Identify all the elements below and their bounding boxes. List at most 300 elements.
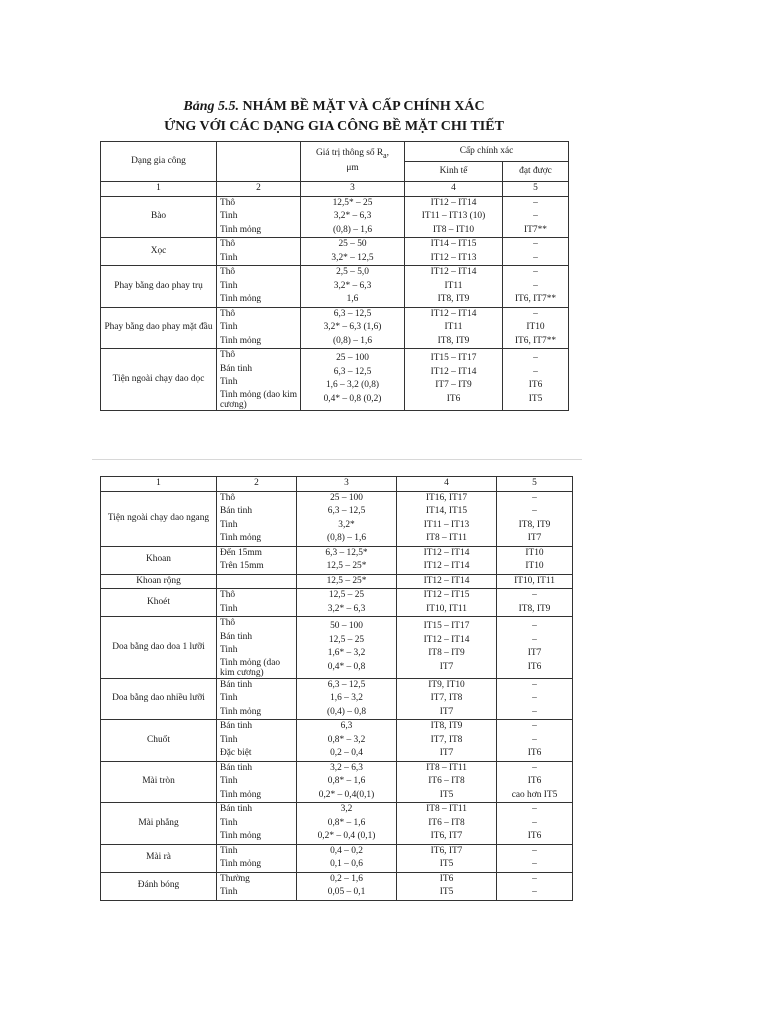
kinh-te-value: IT8 – IT11 [426,804,467,814]
ra-value: 2,5 – 5,0 [336,267,369,277]
ra-value: 3,2 [340,804,353,814]
kinh-te-cell [397,589,497,617]
dat-duoc-cell [497,574,573,589]
method-value: Tinh [220,322,238,332]
kinh-te-value: IT5 [439,789,454,800]
kinh-te-value: IT8 – IT11 [426,762,467,773]
method-value: Tinh [220,377,238,387]
roughness-table-part1 [100,141,569,411]
dat-duoc-cell [503,307,569,349]
dat-duoc-value: IT6, IT7** [514,294,557,304]
kinh-te-value: IT12 – IT14 [430,197,477,208]
kinh-te-cell [405,196,503,238]
kinh-te-value: IT9, IT10 [428,679,465,690]
dat-duoc-value: IT6, IT7** [514,335,557,346]
kinh-te-value: IT8, IT9 [437,294,470,304]
dat-duoc-value: IT6 [527,831,542,841]
kinh-te-value: IT11 [444,280,463,291]
dat-duoc-cell [497,617,573,679]
table-row [101,872,573,900]
table-row [101,266,569,308]
method-value: Bán tinh [220,762,253,773]
ra-cell [297,761,397,803]
col-number-2: 2 [217,477,297,492]
header-ra: Giá trị thông số $R_a$, μm [301,142,405,182]
dat-duoc-value: IT10 [525,561,544,571]
ra-value: 12,5* – 25 [332,197,373,208]
kinh-te-cell [397,617,497,679]
process-name-cell: Mài tròn [101,761,217,803]
ra-cell [301,307,405,349]
method-value: Bán tinh [220,631,253,642]
method-cell [217,720,297,762]
kinh-te-value: IT7, IT8 [430,734,463,745]
ra-value: 0,8* – 1,6 [327,817,366,828]
dat-duoc-value: – [533,366,538,377]
ra-value: 3,2* – 12,5 [331,252,374,263]
ra-value: (0,8) – 1,6 [332,335,373,346]
dat-duoc-value: – [532,845,537,856]
table-row [101,491,573,546]
ra-value: 1,6 [346,294,359,304]
dat-duoc-cell [497,872,573,900]
table-title-line1 [100,98,568,116]
kinh-te-value: IT16, IT17 [425,492,468,503]
method-value: Tinh mỏng (dao kim cương) [220,657,281,678]
kinh-te-value: IT14 – IT15 [430,239,477,249]
method-cell [217,589,297,617]
kinh-te-value: IT7 [439,706,454,717]
table2-number-row [101,477,573,492]
col-number-2: 2 [217,182,301,197]
kinh-te-value: IT8, IT9 [430,721,463,731]
ra-value: 0,2 – 1,6 [330,873,363,884]
method-value: Tinh [220,519,238,530]
header-kinh-te: Kinh tế [405,162,503,182]
kinh-te-value: IT5 [439,887,454,897]
dat-duoc-cell [497,761,573,803]
kinh-te-cell [405,266,503,308]
method-value: Tinh [220,845,238,856]
process-name-cell: Chuốt [101,720,217,762]
page-separator [92,459,582,460]
ra-value: 0,8* – 3,2 [327,734,366,745]
ra-value: 12,5 – 25 [328,634,365,645]
ra-cell [297,546,397,574]
kinh-te-value: IT8 – IT11 [426,533,467,543]
ra-value: 0,2 – 0,4 [330,748,363,758]
ra-cell [301,349,405,411]
method-value: Thô [220,590,236,600]
ra-value: 0,4 – 0,2 [330,845,363,856]
kinh-te-value: IT6, IT7 [430,845,463,856]
ra-value: 12,5 – 25 [328,590,365,600]
dat-duoc-value: IT6 [527,748,542,758]
header-blank [217,142,301,182]
table2-body [101,491,573,900]
method-value: Thô [220,239,236,249]
method-cell [217,803,297,845]
ra-value: 6,3 – 12,5 [333,366,372,377]
dat-duoc-value: IT10, IT11 [514,575,555,586]
kinh-te-value: IT7 [439,748,454,758]
kinh-te-value: IT11 – IT13 (10) [421,211,486,221]
dat-duoc-value: IT7 [527,533,542,543]
dat-duoc-value: IT6 [527,661,542,672]
kinh-te-cell [397,546,497,574]
dat-duoc-value: IT10 [525,547,544,558]
dat-duoc-value: – [532,492,537,503]
ra-value: 0,2* – 0,4(0,1) [318,789,375,800]
ra-value: 6,3 – 12,5 [327,679,366,690]
method-value: Thường [220,873,250,884]
dat-duoc-value: – [532,804,537,814]
table-row [101,546,573,574]
ra-value: 6,3 – 12,5* [325,547,368,558]
ra-value: 6,3 [340,721,353,731]
kinh-te-value: IT11 – IT13 [423,519,470,530]
method-cell [217,617,297,679]
ra-value: 3,2* [338,519,355,530]
kinh-te-value: IT7 [439,661,454,672]
kinh-te-value: IT12 – IT14 [423,561,470,571]
kinh-te-value: IT6 – IT8 [428,817,465,828]
method-value: Tinh [220,645,238,655]
header-number-row [101,182,569,197]
process-name-cell: Mài rà [101,844,217,872]
process-name-cell: Khoét [101,589,217,617]
kinh-te-cell [397,720,497,762]
ra-value: 0,1 – 0,6 [330,859,363,869]
ra-value: 3,2* – 6,3 [327,603,366,614]
kinh-te-value: IT15 – IT17 [430,353,477,364]
dat-duoc-value: – [532,621,537,632]
ra-cell [297,678,397,720]
dat-duoc-value: – [532,506,537,516]
method-cell [217,872,297,900]
ra-value: 3,2* – 6,3 (1,6) [323,322,382,332]
ra-value: (0,4) – 0,8 [326,706,367,717]
ra-cell [301,238,405,266]
method-value: Bán tinh [220,363,253,374]
dat-duoc-value: – [532,859,537,869]
ra-cell [297,589,397,617]
ra-value: 1,6* – 3,2 [327,648,366,659]
table-row [101,803,573,845]
method-value: Tinh [220,734,238,745]
dat-duoc-value: – [532,734,537,745]
col-number-4: 4 [397,477,497,492]
method-value: Tinh mỏng [220,533,262,543]
ra-cell [297,720,397,762]
dat-duoc-cell [497,546,573,574]
ra-value: 3,2* – 6,3 [333,211,372,221]
header-dat-duoc: đạt được [503,162,569,182]
method-value: Tinh mỏng [220,706,262,717]
method-cell [217,574,297,589]
kinh-te-cell [397,872,497,900]
dat-duoc-value: IT6 [527,776,542,786]
method-cell [217,844,297,872]
dat-duoc-value: – [532,762,537,773]
dat-duoc-value: – [533,280,538,291]
ra-value: 1,6 – 3,2 (0,8) [325,380,380,391]
header-row-top [101,142,569,162]
table-row [101,589,573,617]
dat-duoc-value: IT8, IT9 [518,519,551,530]
ra-value: (0,8) – 1,6 [326,533,367,543]
method-value: Tinh mỏng [220,294,262,304]
dat-duoc-value: IT7** [524,224,547,235]
ra-value: 3,2* – 6,3 [333,280,372,291]
method-value: Tinh mỏng [220,859,262,869]
ra-value: 12,5 – 25* [326,561,367,571]
ra-cell [297,574,397,589]
method-value: Thô [220,618,236,628]
dat-duoc-value: – [532,693,537,703]
dat-duoc-value: – [532,873,537,884]
method-cell [217,678,297,720]
dat-duoc-value: IT5 [528,393,543,404]
dat-duoc-cell [503,266,569,308]
kinh-te-value: IT5 [439,859,454,869]
dat-duoc-value: IT10 [526,322,545,332]
roughness-table-part2 [100,476,573,901]
col-number-4: 4 [405,182,503,197]
col-number-5: 5 [503,182,569,197]
method-value: Bán tinh [220,679,253,690]
kinh-te-cell [405,307,503,349]
process-name-cell: Tiện ngoài chạy dao ngang [101,491,217,546]
method-value: Tinh mỏng [220,335,262,346]
dat-duoc-cell [497,491,573,546]
kinh-te-value: IT12 – IT14 [430,366,477,377]
header-ra-label: Giá trị thông số R [315,148,384,159]
kinh-te-value: IT6 [446,393,461,404]
method-value: Tinh [220,776,238,786]
method-cell [217,491,297,546]
method-value: Bán tinh [220,506,253,516]
method-value: Tinh [220,603,238,614]
method-value: Bán tinh [220,721,253,731]
method-value: Tinh [220,211,238,221]
method-value: Tinh [220,252,238,263]
method-cell [217,196,301,238]
method-value: Bán tinh [220,804,253,814]
method-value: Tinh [220,280,238,291]
col-number-1: 1 [101,477,217,492]
dat-duoc-cell [503,238,569,266]
kinh-te-value: IT11 [444,322,463,332]
ra-value: 6,3 – 12,5 [327,506,366,516]
dat-duoc-cell [503,349,569,411]
ra-value: 3,2 – 6,3 [330,762,363,773]
kinh-te-cell [397,574,497,589]
kinh-te-cell [397,491,497,546]
method-value: Thô [220,308,236,319]
method-value: Thô [220,267,236,277]
ra-value: 25 – 100 [330,492,363,503]
process-name-cell: Khoan rộng [101,574,217,589]
kinh-te-value: IT8 – IT10 [432,224,475,235]
dat-duoc-value: – [533,252,538,263]
process-name-cell: Mài phẳng [101,803,217,845]
method-cell [217,546,297,574]
table-row [101,307,569,349]
method-cell [217,761,297,803]
ra-cell [301,266,405,308]
ra-value: 12,5 – 25* [326,575,367,586]
method-cell [217,266,301,308]
table-row [101,844,573,872]
ra-value: 1,6 – 3,2 [330,693,363,703]
process-name-cell: Doa bằng dao doa 1 lưỡi [101,617,217,679]
table-row [101,678,573,720]
method-value: Tinh [220,817,238,828]
table-row [101,617,573,679]
dat-duoc-cell [497,803,573,845]
dat-duoc-cell [503,196,569,238]
ra-cell [297,491,397,546]
kinh-te-value: IT8, IT9 [437,335,470,346]
kinh-te-value: IT12 – IT15 [423,590,470,600]
method-value: Tinh mỏng [220,224,262,235]
ra-value: 0,2* – 0,4 (0,1) [317,831,376,841]
ra-cell [297,844,397,872]
process-name-cell: Phay bằng dao phay trụ [101,266,217,308]
header-ra-unit: μm [346,163,359,174]
process-name-cell: Phay bằng dao phay mặt đầu [101,307,217,349]
kinh-te-value: IT6 – IT8 [428,776,465,786]
kinh-te-cell [405,349,503,411]
dat-duoc-value: – [532,634,537,645]
method-value: Thô [220,197,236,208]
dat-duoc-value: – [533,239,538,249]
col-number-3: 3 [301,182,405,197]
dat-duoc-value: – [533,353,538,364]
header-ra-subscript: a [383,150,387,160]
kinh-te-cell [397,844,497,872]
method-value: Thô [220,350,236,360]
method-value: Tinh mỏng [220,831,262,841]
ra-cell [301,196,405,238]
table-title-text: NHÁM BỀ MẶT VÀ CẤP CHÍNH XÁC [242,99,485,114]
table-number: Bảng 5.5. [183,99,239,114]
kinh-te-value: IT15 – IT17 [423,621,470,632]
dat-duoc-value: – [532,679,537,690]
method-value: Trên 15mm [220,561,264,571]
method-value [220,575,293,589]
process-name-cell: Khoan [101,546,217,574]
col-number-5: 5 [497,477,573,492]
ra-cell [297,617,397,679]
method-value: Đặc biệt [220,748,252,758]
dat-duoc-value: – [533,267,538,277]
kinh-te-value: IT6, IT7 [430,831,463,841]
table-row [101,574,573,589]
kinh-te-value: IT6 [439,873,454,884]
kinh-te-cell [397,678,497,720]
kinh-te-value: IT12 – IT14 [423,634,470,645]
header-cap-chinh-xac: Cấp chính xác [405,142,569,162]
kinh-te-value: IT7, IT8 [430,693,463,703]
dat-duoc-value: IT7 [527,648,542,659]
process-name-cell: Doa bằng dao nhiều lưỡi [101,678,217,720]
process-name-cell: Xọc [101,238,217,266]
method-value: Tinh [220,693,238,703]
ra-value: 0,05 – 0,1 [327,887,366,897]
ra-cell [297,872,397,900]
method-value: Tinh mỏng (dao kim cương) [220,389,298,410]
ra-value: 25 – 50 [338,239,367,249]
dat-duoc-cell [497,844,573,872]
kinh-te-cell [397,761,497,803]
ra-value: 6,3 – 12,5 [333,308,372,319]
ra-value: 50 – 100 [330,621,363,632]
dat-duoc-value: – [533,197,538,208]
ra-value: 0,4* – 0,8 (0,2) [323,393,382,404]
method-value: Tinh mỏng [220,789,262,800]
dat-duoc-value: IT6 [528,380,543,391]
dat-duoc-value: cao hơn IT5 [511,789,558,800]
dat-duoc-value: – [533,308,538,319]
ra-cell [297,803,397,845]
dat-duoc-value: – [532,817,537,828]
dat-duoc-value: – [532,706,537,717]
dat-duoc-value: IT8, IT9 [518,603,551,614]
table-row [101,761,573,803]
ra-value: (0,8) – 1,6 [332,224,373,235]
table-row [101,720,573,762]
kinh-te-value: IT12 – IT14 [430,267,477,277]
method-value: Tinh [220,887,238,897]
kinh-te-value: IT10, IT11 [426,603,467,614]
table-title-line2: ỨNG VỚI CÁC DẠNG GIA CÔNG BỀ MẶT CHI TIẾT [164,119,504,134]
ra-value: 0,8* – 1,6 [327,776,366,786]
process-name-cell: Đánh bóng [101,872,217,900]
ra-value: 0,4* – 0,8 [327,661,366,672]
kinh-te-value: IT12 – IT14 [423,575,470,586]
dat-duoc-value: – [532,887,537,897]
ra-value: 25 – 100 [336,353,369,364]
table-row [101,196,569,238]
col-number-3: 3 [297,477,397,492]
dat-duoc-cell [497,589,573,617]
kinh-te-cell [405,238,503,266]
dat-duoc-value: – [532,721,537,731]
method-cell [217,307,301,349]
method-value: Đến 15mm [220,547,262,558]
process-name-cell: Bào [101,196,217,238]
kinh-te-cell [397,803,497,845]
kinh-te-value: IT12 – IT13 [430,252,477,263]
dat-duoc-value: – [533,211,538,221]
table-row [101,238,569,266]
dat-duoc-value: – [532,590,537,600]
dat-duoc-cell [497,720,573,762]
kinh-te-value: IT8 – IT9 [428,648,465,659]
kinh-te-value: IT7 – IT9 [435,380,472,391]
process-name-cell: Tiện ngoài chạy dao dọc [101,349,217,411]
table1-body [101,196,569,410]
method-cell [217,349,301,411]
kinh-te-value: IT12 – IT14 [423,547,470,558]
col-number-1: 1 [101,182,217,197]
kinh-te-value: IT14, IT15 [425,506,468,516]
method-cell [217,238,301,266]
header-dang-gia-cong: Dạng gia công [101,142,217,182]
kinh-te-value: IT12 – IT14 [430,308,477,319]
